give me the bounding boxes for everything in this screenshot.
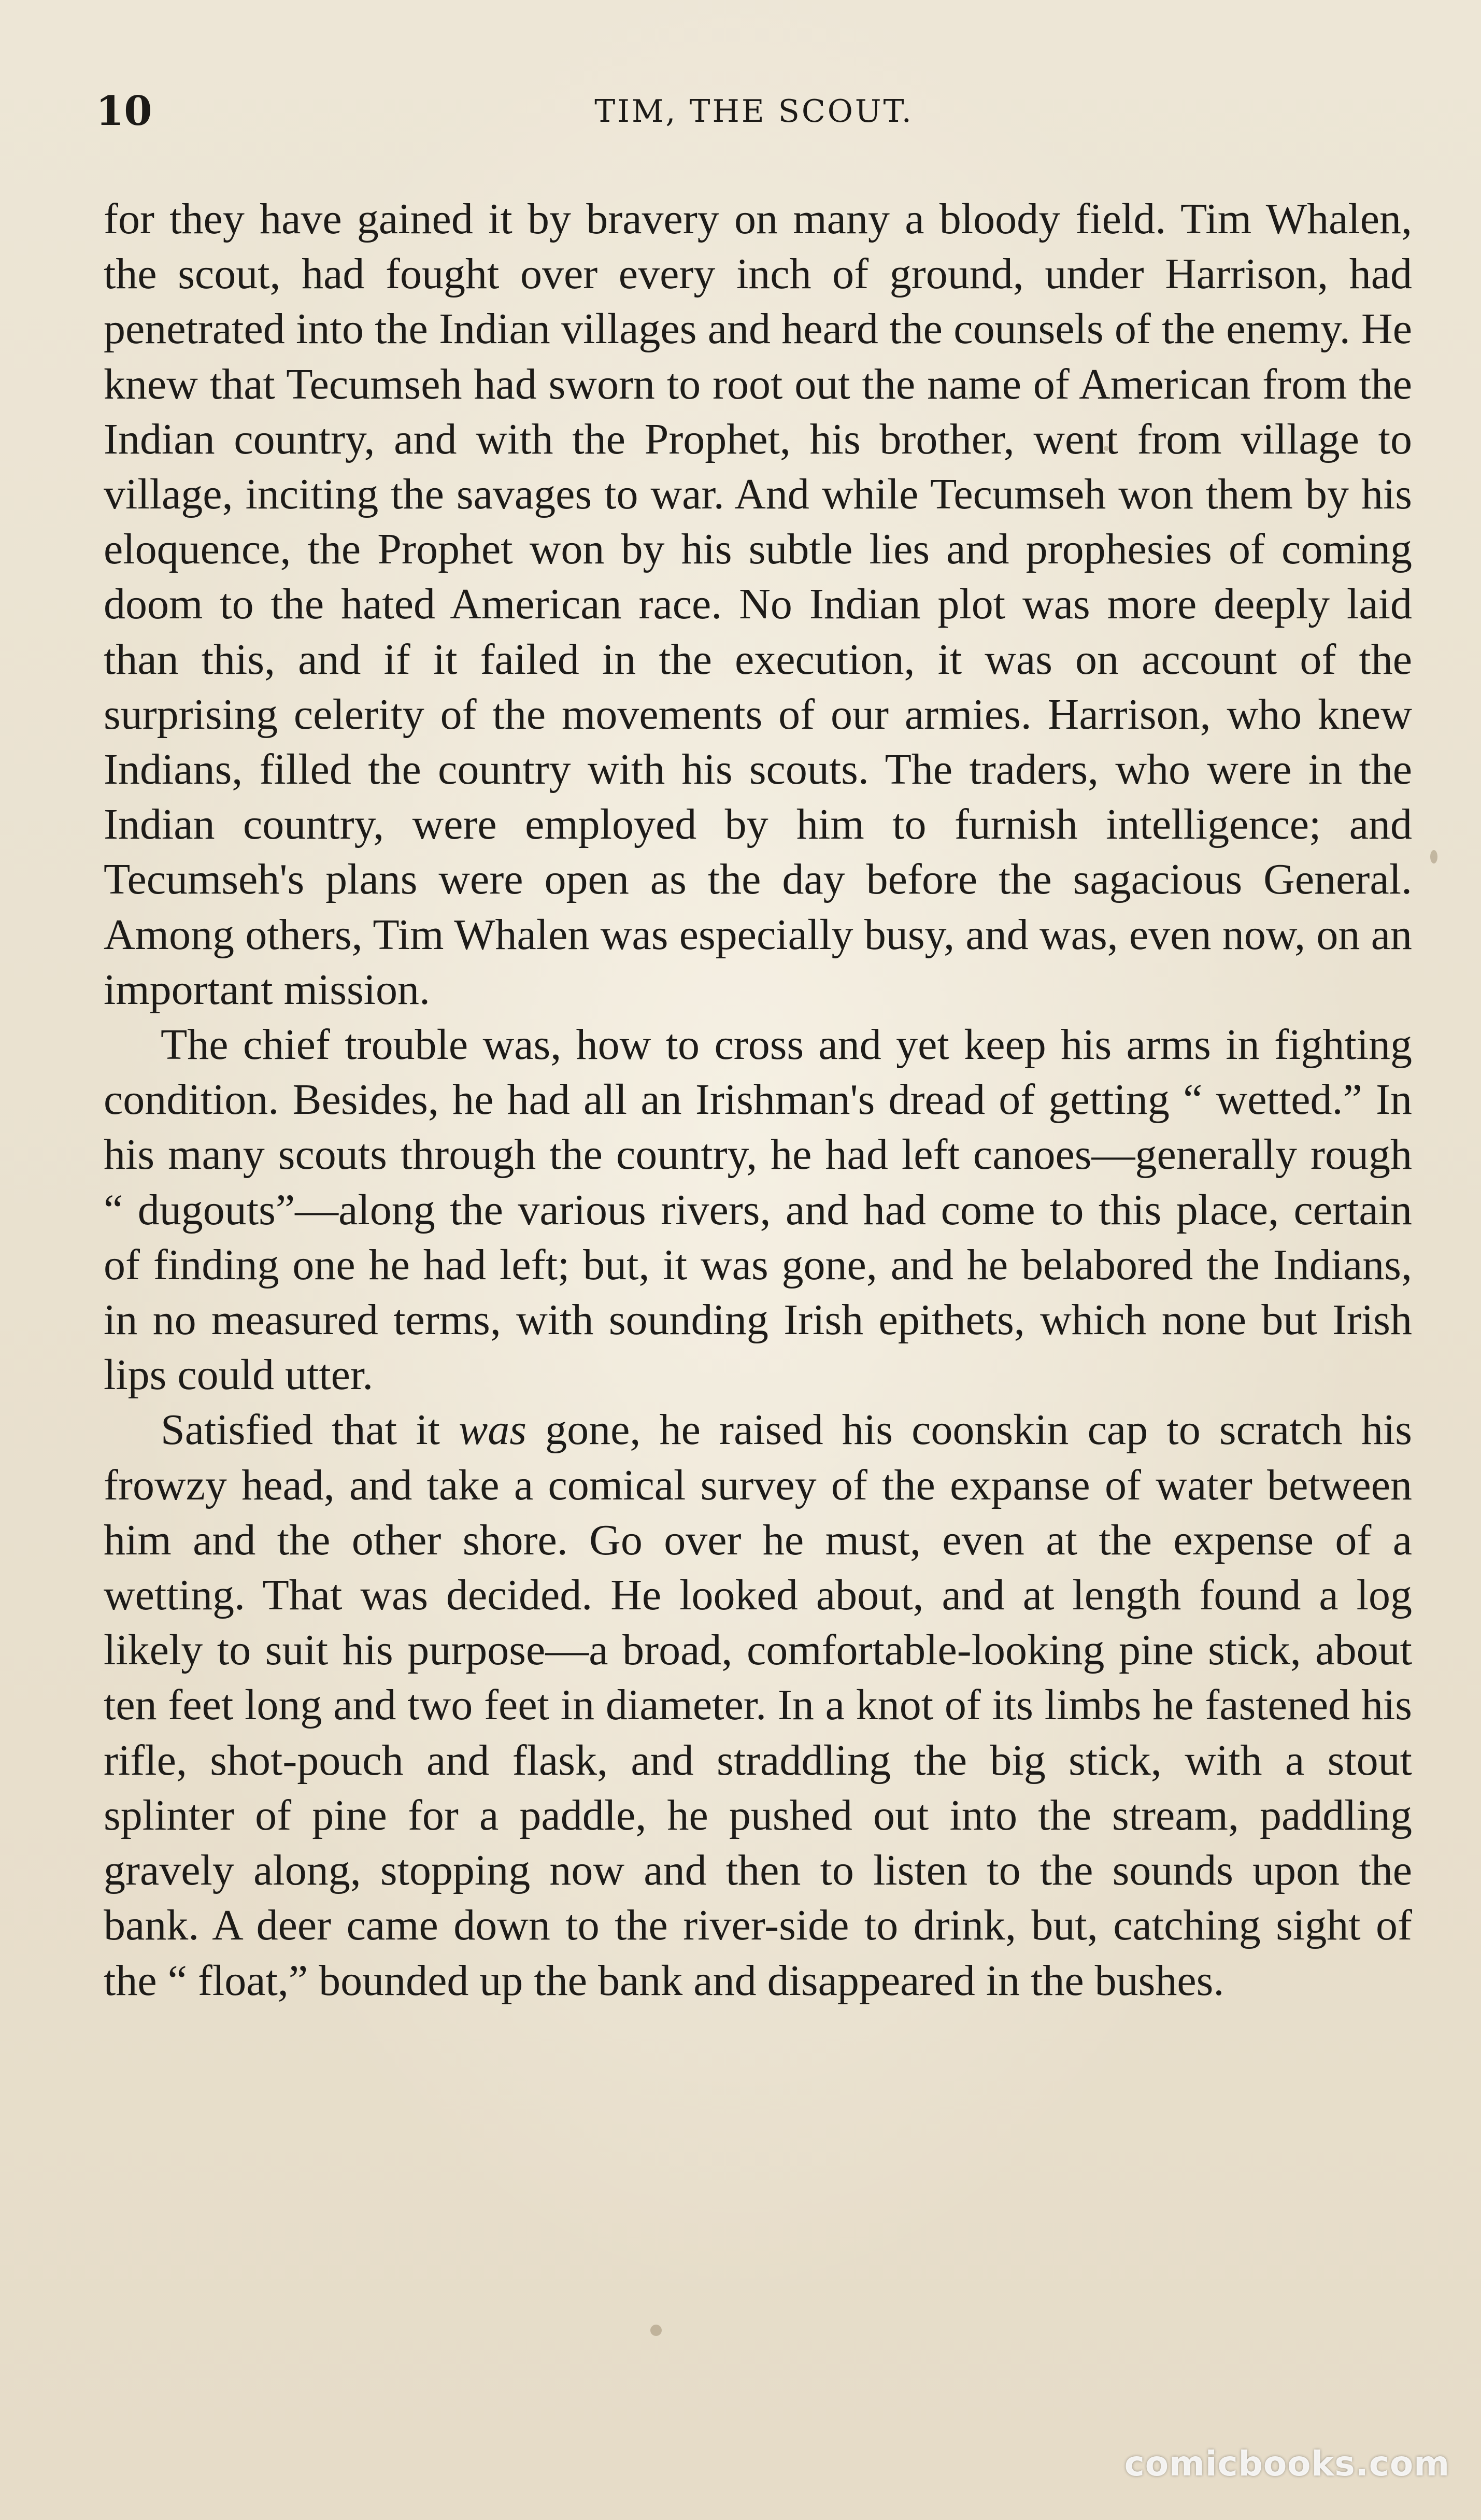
paper-speck <box>1104 446 1109 451</box>
watermark: comicbooks.com <box>1124 2444 1450 2484</box>
paper-speck <box>650 2325 662 2336</box>
running-title: TIM, THE SCOUT. <box>594 93 914 130</box>
body-text <box>104 192 1412 2008</box>
page-number: 10 <box>96 88 152 135</box>
page-header <box>96 83 1412 140</box>
paragraph-3 <box>104 1403 1412 2008</box>
paragraph-3-start: Satisfied that it <box>161 1406 459 1454</box>
paragraph-2: The chief trouble was, how to cross and yet keep his arms in fighting condition. Besides, he had all an Irishman's dread of getting “ wetted.” In his many scouts through the country, he had left canoes—generally rough “ dugouts”—along the various rivers, and had come to this place, certain of finding one he had left; but, it was gone, and he belabored the Indians, in no measured terms, with sounding Irish epithets, which none but Irish lips could utter. <box>104 1021 1412 1399</box>
paragraph-1: for they have gained it by bravery on many a bloody field. Tim Whalen, the scout, had fought over every inch of ground, under Harrison, had penetrated into the Indian villages and heard the counsels of the enemy. He knew that Tecumseh had sworn to root out the name of American from the Indian country, and with the Prophet, his brother, went from village to village, inciting the savages to war. And while Tecumseh won them by his eloquence, the Prophet won by his subtle lies and prophesies of coming doom to the hated American race. No Indian plot was more deeply laid than this, and if it failed in the execution, it was on account of the surprising celerity of the movements of our armies. Harrison, who knew Indians, filled the country with his scouts. The traders, who were in the Indian country, were employed by him to furnish intelligence; and Tecumseh's plans were open as the day before the sagacious General. Among others, Tim Whalen was especially busy, and was, even now, on an important mission. <box>104 195 1412 1014</box>
paragraph-3-emphasis: was <box>459 1406 526 1454</box>
paper-speck <box>1430 850 1437 863</box>
paragraph-3-end: gone, he raised his coonskin cap to scratch his frowzy head, and take a comical survey of the expanse of water between him and the other shore. Go over he must, even at the expense of a wetting. That was decided. He looked about, and at length found a log likely to suit his purpose—a broad, comfortable-looking pine stick, about ten feet long and two feet in diameter. In a knot of its limbs he fastened his rifle, shot-pouch and flask, and straddling the big stick, with a stout splinter of pine for a paddle, he pushed out into the stream, paddling gravely along, stopping now and then to listen to the sounds upon the bank. A deer came down to the river-side to drink, but, catching sight of the “ float,” bounded up the bank and disappeared in the bushes. <box>104 1406 1412 2005</box>
